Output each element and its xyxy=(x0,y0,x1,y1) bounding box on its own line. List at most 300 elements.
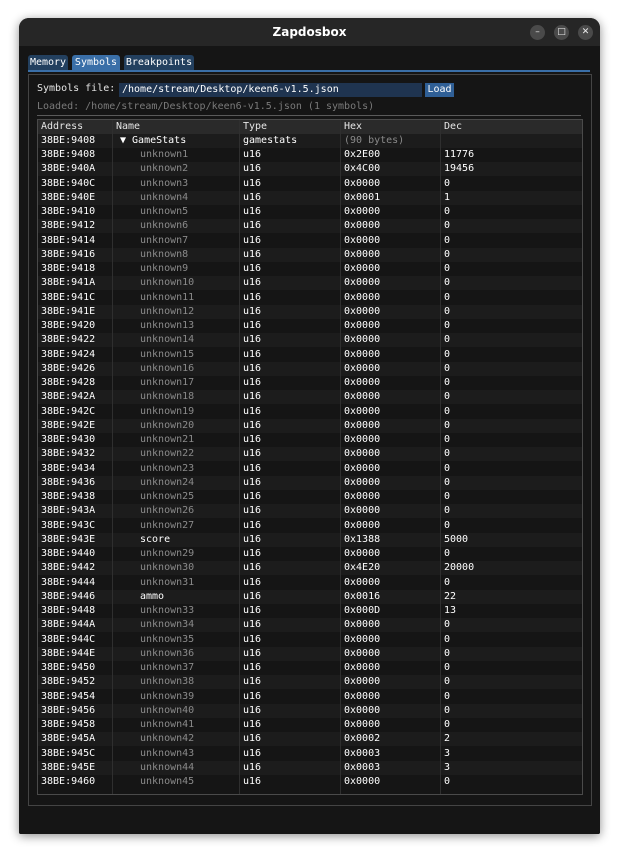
group-name[interactable]: ▼ GameStats xyxy=(120,135,187,146)
row-name: unknown4 xyxy=(140,191,189,203)
table-row[interactable] xyxy=(38,675,582,689)
row-hex: 0x0000 xyxy=(344,291,381,303)
row-hex: 0x0003 xyxy=(344,747,381,759)
row-dec: 3 xyxy=(444,747,451,759)
table-row[interactable] xyxy=(38,419,582,433)
row-address: 38BE:945C xyxy=(41,747,96,759)
row-hex: 0x0000 xyxy=(344,391,381,403)
row-hex: 0x0000 xyxy=(344,362,381,374)
row-name: unknown20 xyxy=(140,419,195,431)
column-divider xyxy=(112,120,113,794)
row-type: u16 xyxy=(243,505,262,517)
column-header-name[interactable]: Name xyxy=(116,121,141,132)
row-hex: 0x0000 xyxy=(344,776,381,787)
close-icon: ✕ xyxy=(581,27,590,37)
table-row[interactable] xyxy=(38,590,582,604)
row-address: 38BE:941E xyxy=(41,305,96,317)
row-dec: 0 xyxy=(444,476,451,488)
row-type: u16 xyxy=(243,619,262,631)
row-dec: 0 xyxy=(444,434,451,445)
table-row[interactable] xyxy=(38,205,582,219)
row-address: 38BE:9444 xyxy=(41,576,96,588)
row-name: unknown9 xyxy=(140,263,189,274)
row-address: 38BE:944A xyxy=(41,619,96,631)
row-address: 38BE:942C xyxy=(41,405,96,417)
table-row[interactable] xyxy=(38,704,582,718)
symbols-panel xyxy=(28,74,592,806)
row-hex: 0x0000 xyxy=(344,448,381,460)
column-header-type[interactable]: Type xyxy=(243,121,268,132)
row-dec: 13 xyxy=(444,605,457,616)
table-row[interactable] xyxy=(38,661,582,675)
row-name: unknown45 xyxy=(140,776,195,787)
table-row[interactable] xyxy=(38,618,582,632)
load-button[interactable]: Load xyxy=(425,83,454,97)
row-hex: 0x0002 xyxy=(344,733,381,745)
table-row[interactable] xyxy=(38,447,582,461)
row-name: unknown37 xyxy=(140,662,195,673)
row-address: 38BE:9416 xyxy=(41,248,96,260)
table-row[interactable] xyxy=(38,348,582,362)
row-address: 38BE:940E xyxy=(41,191,96,203)
row-name: unknown44 xyxy=(140,761,195,773)
row-type: u16 xyxy=(243,391,262,403)
row-dec: 0 xyxy=(444,619,451,631)
row-name: unknown24 xyxy=(140,476,195,488)
row-hex: 0x4C00 xyxy=(344,163,381,175)
column-divider xyxy=(440,120,441,794)
app-window xyxy=(19,18,600,834)
row-dec: 0 xyxy=(444,448,451,460)
row-dec: 0 xyxy=(444,719,451,730)
row-type: u16 xyxy=(243,676,262,688)
symbols-file-input[interactable]: /home/stream/Desktop/keen6-v1.5.json xyxy=(119,83,422,97)
row-type: u16 xyxy=(243,277,262,289)
row-address: 38BE:9436 xyxy=(41,476,96,488)
row-address: 38BE:9426 xyxy=(41,362,96,374)
group-type: gamestats xyxy=(243,135,298,146)
row-hex: 0x0000 xyxy=(344,505,381,517)
row-dec: 0 xyxy=(444,320,451,331)
row-address: 38BE:9446 xyxy=(41,590,96,602)
row-type: u16 xyxy=(243,576,262,588)
row-type: u16 xyxy=(243,434,262,445)
row-hex: 0x000D xyxy=(344,605,381,616)
group-size: (90 bytes) xyxy=(344,135,405,146)
table-row[interactable] xyxy=(38,576,582,590)
row-dec: 0 xyxy=(444,690,451,702)
table-row[interactable] xyxy=(38,333,582,347)
row-hex: 0x0003 xyxy=(344,761,381,773)
row-dec: 0 xyxy=(444,362,451,374)
row-address: 38BE:9408 xyxy=(41,149,96,160)
row-hex: 0x0000 xyxy=(344,334,381,346)
table-row[interactable] xyxy=(38,718,582,732)
row-name: unknown36 xyxy=(140,647,195,659)
row-address: 38BE:943A xyxy=(41,505,96,517)
row-type: u16 xyxy=(243,533,262,545)
row-type: u16 xyxy=(243,633,262,645)
table-row[interactable] xyxy=(38,490,582,504)
table-row[interactable] xyxy=(38,234,582,248)
row-address: 38BE:9418 xyxy=(41,263,96,274)
row-dec: 0 xyxy=(444,291,451,303)
row-type: u16 xyxy=(243,448,262,460)
row-name: unknown2 xyxy=(140,163,189,175)
row-type: u16 xyxy=(243,662,262,673)
table-row[interactable] xyxy=(38,647,582,661)
row-type: u16 xyxy=(243,719,262,730)
row-dec: 0 xyxy=(444,462,451,474)
row-hex: 0x0000 xyxy=(344,491,381,502)
row-type: u16 xyxy=(243,334,262,346)
row-address: 38BE:9460 xyxy=(41,776,96,787)
row-dec: 0 xyxy=(444,704,451,716)
table-row[interactable] xyxy=(38,761,582,775)
table-row[interactable] xyxy=(38,504,582,518)
row-hex: 0x0000 xyxy=(344,405,381,417)
row-hex: 0x0000 xyxy=(344,434,381,445)
row-address: 38BE:943C xyxy=(41,519,96,531)
row-dec: 0 xyxy=(444,234,451,246)
row-type: u16 xyxy=(243,177,262,189)
table-row[interactable] xyxy=(38,177,582,191)
row-type: u16 xyxy=(243,305,262,317)
row-dec: 0 xyxy=(444,662,451,673)
row-dec: 1 xyxy=(444,191,451,203)
row-name: unknown33 xyxy=(140,605,195,616)
row-type: u16 xyxy=(243,234,262,246)
row-name: unknown11 xyxy=(140,291,195,303)
row-address: 38BE:940C xyxy=(41,177,96,189)
row-name: ammo xyxy=(140,590,165,602)
table-row[interactable] xyxy=(38,276,582,290)
row-type: u16 xyxy=(243,605,262,616)
table-row[interactable] xyxy=(38,162,582,176)
row-address: 38BE:941A xyxy=(41,277,96,289)
table-row[interactable] xyxy=(38,533,582,547)
row-address: 38BE:9412 xyxy=(41,220,96,232)
row-hex: 0x0000 xyxy=(344,348,381,360)
row-type: u16 xyxy=(243,690,262,702)
row-hex: 0x0000 xyxy=(344,476,381,488)
tab-symbols[interactable]: Symbols xyxy=(72,55,120,70)
status-bar xyxy=(19,810,600,834)
window-title: Zapdosbox xyxy=(272,25,347,39)
table-row[interactable] xyxy=(38,690,582,704)
row-hex: 0x0000 xyxy=(344,305,381,317)
row-name: unknown6 xyxy=(140,220,189,232)
row-name: unknown41 xyxy=(140,719,195,730)
row-address: 38BE:9438 xyxy=(41,491,96,502)
row-dec: 0 xyxy=(444,519,451,531)
row-dec: 0 xyxy=(444,220,451,232)
row-name: unknown34 xyxy=(140,619,195,631)
column-header-hex[interactable]: Hex xyxy=(344,121,363,132)
minimize-button[interactable] xyxy=(530,25,545,40)
row-type: u16 xyxy=(243,647,262,659)
table-row[interactable] xyxy=(38,362,582,376)
row-address: 38BE:9450 xyxy=(41,662,96,673)
row-hex: 0x0000 xyxy=(344,519,381,531)
row-address: 38BE:9434 xyxy=(41,462,96,474)
row-dec: 5000 xyxy=(444,533,469,545)
row-name: unknown7 xyxy=(140,234,189,246)
row-name: unknown17 xyxy=(140,377,195,388)
row-name: unknown31 xyxy=(140,576,195,588)
row-type: u16 xyxy=(243,776,262,787)
row-hex: 0x0000 xyxy=(344,263,381,274)
row-dec: 0 xyxy=(444,206,451,217)
row-dec: 11776 xyxy=(444,149,475,160)
row-name: unknown21 xyxy=(140,434,195,445)
row-hex: 0x0000 xyxy=(344,419,381,431)
row-hex: 0x0000 xyxy=(344,548,381,559)
row-hex: 0x0016 xyxy=(344,590,381,602)
row-address: 38BE:9452 xyxy=(41,676,96,688)
row-type: u16 xyxy=(243,562,262,574)
row-dec: 0 xyxy=(444,248,451,260)
table-row[interactable] xyxy=(38,732,582,746)
row-address: 38BE:9442 xyxy=(41,562,96,574)
row-hex: 0x0000 xyxy=(344,619,381,631)
table-row[interactable] xyxy=(38,376,582,390)
row-dec: 19456 xyxy=(444,163,475,175)
table-row[interactable] xyxy=(38,476,582,490)
row-type: u16 xyxy=(243,348,262,360)
row-address: 38BE:9424 xyxy=(41,348,96,360)
row-name: unknown27 xyxy=(140,519,195,531)
row-dec: 0 xyxy=(444,405,451,417)
table-row[interactable] xyxy=(38,547,582,561)
row-hex: 0x0000 xyxy=(344,690,381,702)
row-hex: 0x0000 xyxy=(344,719,381,730)
row-hex: 0x0000 xyxy=(344,633,381,645)
row-name: unknown42 xyxy=(140,733,195,745)
row-type: u16 xyxy=(243,362,262,374)
row-dec: 0 xyxy=(444,647,451,659)
row-type: u16 xyxy=(243,548,262,559)
row-name: unknown39 xyxy=(140,690,195,702)
row-name: unknown1 xyxy=(140,149,189,160)
row-name: unknown25 xyxy=(140,491,195,502)
row-name: unknown22 xyxy=(140,448,195,460)
row-type: u16 xyxy=(243,419,262,431)
tab-breakpoints[interactable]: Breakpoints xyxy=(125,57,193,68)
row-type: u16 xyxy=(243,377,262,388)
row-type: u16 xyxy=(243,491,262,502)
row-address: 38BE:944E xyxy=(41,647,96,659)
row-type: u16 xyxy=(243,590,262,602)
row-dec: 0 xyxy=(444,676,451,688)
row-name: unknown26 xyxy=(140,505,195,517)
row-dec: 3 xyxy=(444,761,451,773)
table-row[interactable] xyxy=(38,191,582,205)
row-hex: 0x0000 xyxy=(344,704,381,716)
row-hex: 0x0001 xyxy=(344,191,381,203)
row-hex: 0x0000 xyxy=(344,234,381,246)
row-address: 38BE:9410 xyxy=(41,206,96,217)
row-name: unknown3 xyxy=(140,177,189,189)
row-name: unknown8 xyxy=(140,248,189,260)
row-name: unknown18 xyxy=(140,391,195,403)
row-dec: 0 xyxy=(444,348,451,360)
table-row[interactable] xyxy=(38,219,582,233)
row-name: unknown30 xyxy=(140,562,195,574)
row-hex: 0x0000 xyxy=(344,676,381,688)
row-hex: 0x0000 xyxy=(344,320,381,331)
row-dec: 0 xyxy=(444,548,451,559)
maximize-icon: □ xyxy=(557,27,566,37)
group-address: 38BE:9408 xyxy=(41,135,96,146)
row-address: 38BE:9454 xyxy=(41,690,96,702)
row-type: u16 xyxy=(243,733,262,745)
row-hex: 0x2E00 xyxy=(344,149,381,160)
row-hex: 0x0000 xyxy=(344,662,381,673)
row-type: u16 xyxy=(243,476,262,488)
row-name: unknown38 xyxy=(140,676,195,688)
row-address: 38BE:943E xyxy=(41,533,96,545)
row-hex: 0x1388 xyxy=(344,533,381,545)
row-address: 38BE:9448 xyxy=(41,605,96,616)
row-name: unknown43 xyxy=(140,747,195,759)
row-type: u16 xyxy=(243,519,262,531)
row-address: 38BE:9414 xyxy=(41,234,96,246)
table-row[interactable] xyxy=(38,248,582,262)
row-address: 38BE:9458 xyxy=(41,719,96,730)
row-hex: 0x0000 xyxy=(344,206,381,217)
table-row[interactable] xyxy=(38,462,582,476)
table-row[interactable] xyxy=(38,633,582,647)
column-header-dec[interactable]: Dec xyxy=(444,121,463,132)
table-row[interactable] xyxy=(38,390,582,404)
row-address: 38BE:9432 xyxy=(41,448,96,460)
row-hex: 0x0000 xyxy=(344,248,381,260)
row-hex: 0x0000 xyxy=(344,647,381,659)
row-address: 38BE:941C xyxy=(41,291,96,303)
row-type: u16 xyxy=(243,248,262,260)
row-hex: 0x0000 xyxy=(344,220,381,232)
row-dec: 0 xyxy=(444,633,451,645)
row-address: 38BE:945A xyxy=(41,733,96,745)
row-address: 38BE:9456 xyxy=(41,704,96,716)
table-row[interactable] xyxy=(38,433,582,447)
column-header-address[interactable]: Address xyxy=(41,121,84,132)
table-row[interactable] xyxy=(38,305,582,319)
row-name: unknown14 xyxy=(140,334,195,346)
row-dec: 0 xyxy=(444,277,451,289)
row-type: u16 xyxy=(243,149,262,160)
row-dec: 0 xyxy=(444,334,451,346)
table-row[interactable] xyxy=(38,775,582,789)
row-name: unknown15 xyxy=(140,348,195,360)
row-hex: 0x4E20 xyxy=(344,562,381,574)
row-dec: 2 xyxy=(444,733,451,745)
row-name: unknown5 xyxy=(140,206,189,217)
row-name: unknown23 xyxy=(140,462,195,474)
row-type: u16 xyxy=(243,747,262,759)
row-dec: 20000 xyxy=(444,562,475,574)
table-row[interactable] xyxy=(38,604,582,618)
row-name: score xyxy=(140,533,171,545)
row-type: u16 xyxy=(243,263,262,274)
table-row[interactable] xyxy=(38,519,582,533)
row-type: u16 xyxy=(243,462,262,474)
row-address: 38BE:9420 xyxy=(41,320,96,331)
row-type: u16 xyxy=(243,206,262,217)
row-dec: 0 xyxy=(444,177,451,189)
row-hex: 0x0000 xyxy=(344,277,381,289)
table-group-row[interactable] xyxy=(38,134,582,148)
row-dec: 0 xyxy=(444,776,451,787)
row-type: u16 xyxy=(243,191,262,203)
column-divider xyxy=(340,120,341,794)
row-dec: 0 xyxy=(444,419,451,431)
row-address: 38BE:9430 xyxy=(41,434,96,445)
row-address: 38BE:940A xyxy=(41,163,96,175)
row-name: unknown35 xyxy=(140,633,195,645)
row-type: u16 xyxy=(243,761,262,773)
row-dec: 0 xyxy=(444,505,451,517)
symbols-table[interactable] xyxy=(37,119,583,795)
column-divider xyxy=(239,120,240,794)
row-dec: 0 xyxy=(444,263,451,274)
row-address: 38BE:9428 xyxy=(41,377,96,388)
row-type: u16 xyxy=(243,405,262,417)
row-type: u16 xyxy=(243,704,262,716)
group-dec xyxy=(444,134,574,148)
table-row[interactable] xyxy=(38,148,582,162)
table-row[interactable] xyxy=(38,262,582,276)
row-name: unknown16 xyxy=(140,362,195,374)
row-address: 38BE:942A xyxy=(41,391,96,403)
tab-underline xyxy=(28,70,590,72)
row-type: u16 xyxy=(243,320,262,331)
row-name: unknown13 xyxy=(140,320,195,331)
row-dec: 0 xyxy=(444,391,451,403)
divider xyxy=(37,115,581,116)
row-dec: 0 xyxy=(444,491,451,502)
loaded-status: Loaded: /home/stream/Desktop/keen6-v1.5.json (1 symbols) xyxy=(37,101,375,112)
table-row[interactable] xyxy=(38,747,582,761)
row-hex: 0x0000 xyxy=(344,462,381,474)
row-dec: 0 xyxy=(444,305,451,317)
row-dec: 0 xyxy=(444,377,451,388)
tab-memory[interactable]: Memory xyxy=(29,57,67,68)
row-address: 38BE:944C xyxy=(41,633,96,645)
row-hex: 0x0000 xyxy=(344,576,381,588)
row-name: unknown29 xyxy=(140,548,195,559)
table-row[interactable] xyxy=(38,291,582,305)
table-row[interactable] xyxy=(38,561,582,575)
row-address: 38BE:9440 xyxy=(41,548,96,559)
title-bar[interactable] xyxy=(19,18,600,46)
row-type: u16 xyxy=(243,220,262,232)
row-hex: 0x0000 xyxy=(344,177,381,189)
table-row[interactable] xyxy=(38,319,582,333)
maximize-button[interactable] xyxy=(554,25,569,40)
row-dec: 22 xyxy=(444,590,457,602)
row-address: 38BE:942E xyxy=(41,419,96,431)
row-type: u16 xyxy=(243,163,262,175)
table-row[interactable] xyxy=(38,405,582,419)
close-button[interactable] xyxy=(578,25,593,40)
row-dec: 0 xyxy=(444,576,451,588)
row-hex: 0x0000 xyxy=(344,377,381,388)
symbols-file-label: Symbols file: xyxy=(37,83,116,94)
row-type: u16 xyxy=(243,291,262,303)
row-address: 38BE:945E xyxy=(41,761,96,773)
